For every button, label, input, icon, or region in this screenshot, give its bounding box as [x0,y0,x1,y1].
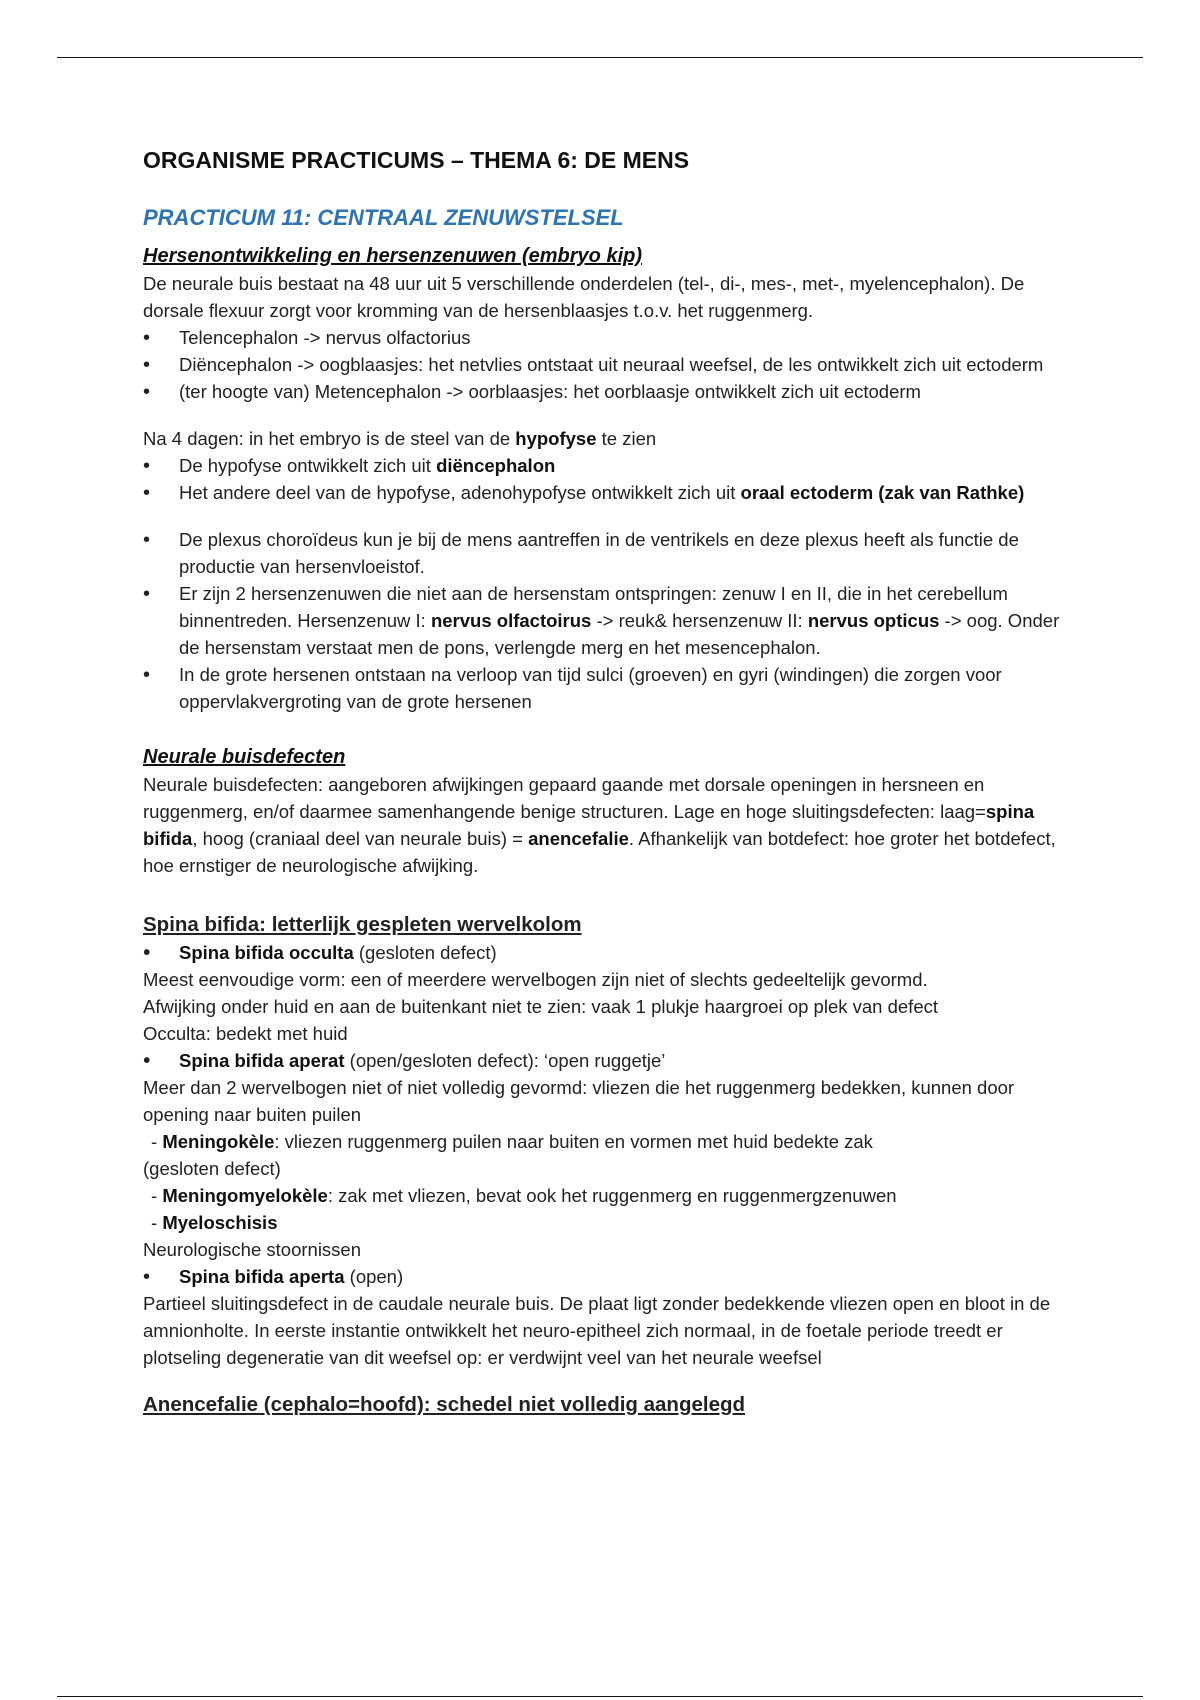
bullet-icon [143,1047,179,1075]
section-heading-neurale-buisdefecten: Neurale buisdefecten [143,746,346,768]
list-item: • Er zijn 2 hersenzenuwen die niet aan de hersenstam ontspringen: zenuw I en II, die in het cerebellum binnentreden. Hersenzenuw I: nervus olfactoirus -> reuk& hersenzenuw II: nervus opticus -> oog. Onder de hersenstam verstaat men de pons, verlengde merg en het mesencephalon. [143,580,1083,661]
bullet-icon [143,378,179,406]
bullet-icon [143,526,179,554]
bullet-icon [143,580,179,608]
list-item: • De plexus choroïdeus kun je bij de mens aantreffen in de ventrikels en deze plexus heeft als functie de productie van hersenvloeistof. [143,526,1083,580]
bullet-icon [143,351,179,379]
item-meningokele: - Meningokèle: vliezen ruggenmerg puilen naar buiten en vormen met huid bedekte zak [151,1131,873,1152]
bullet-icon [143,939,179,967]
list-item: • Telencephalon -> nervus olfactorius [143,324,1083,351]
document-page [143,143,1083,1419]
list-item: • Spina bifida aperat (open/gesloten defect): ‘open ruggetje’ [143,1047,1083,1074]
bullet-icon [143,661,179,689]
bullet-icon [143,324,179,352]
list-item: • Diëncephalon -> oogblaasjes: het netvlies ontstaat uit neuraal weefsel, de les ontwikkelt zich uit ectoderm [143,351,1083,378]
paragraph-meer-dan-2-wervelbogen: Meer dan 2 wervelbogen niet of niet volledig gevormd: vliezen die het ruggenmerg bedekken, kunnen door opening naar buiten puilen [143,1077,1015,1125]
list-item: • Spina bifida occulta (gesloten defect) [143,939,1083,966]
bullet-list-hersenzenuwen [143,526,1083,715]
bullet-list-hersenblaasjes [143,324,1083,405]
list-item: • De hypofyse ontwikkelt zich uit diëncephalon [143,452,1083,479]
list-item: • In de grote hersenen ontstaan na verloop van tijd sulci (groeven) en gyri (windingen) die zorgen voor oppervlakvergroting van de grote hersenen [143,661,1083,715]
bullet-icon [143,452,179,480]
header-rule [57,57,1143,58]
practicum-heading: PRACTICUM 11: CENTRAAL ZENUWSTELSEL [143,205,624,230]
paragraph-neurale-buis: De neurale buis bestaat na 48 uur uit 5 verschillende onderdelen (tel-, di-, mes-, met-, myelencephalon). De dorsale flexuur zorgt voor kromming van de hersenblaasjes t.o.v. het ruggenmerg. [143,273,1025,321]
list-item: • Het andere deel van de hypofyse, adenohypofyse ontwikkelt zich uit oraal ectoderm (zak van Rathke) [143,479,1083,506]
paragraph-partieel-sluitingsdefect: Partieel sluitingsdefect in de caudale neurale buis. De plaat ligt zonder bedekkende vliezen open en bloot in de amnionholte. In eerste instantie ontwikkelt het neuro-epitheel zich normaal, in de foetale periode treedt er plotseling degeneratie van dit weefsel op: er verdwijnt veel van het neurale weefsel [143,1293,1051,1368]
paragraph-neurale-buisdefecten: Neurale buisdefecten: aangeboren afwijkingen gepaard gaande met dorsale openingen in hersneen en ruggenmerg, en/of daarmee samenhangende benige structuren. Lage en hoge sluitingsdefecten: laag=spina bifida, hoog (craniaal deel van neurale buis) = anencefalie. Afhankelijk van botdefect: hoe groter het botdefect, hoe ernstiger de neurologische afwijking. [143,774,1056,876]
list-item: • (ter hoogte van) Metencephalon -> oorblaasjes: het oorblaasje ontwikkelt zich uit ectoderm [143,378,1083,405]
paragraph-gesloten-defect: (gesloten defect) [143,1158,281,1179]
paragraph-meest-eenvoudige-vorm: Meest eenvoudige vorm: een of meerdere wervelbogen zijn niet of slechts gedeeltelijk gevormd. [143,969,928,990]
bullet-list-aperta [143,1263,1083,1290]
paragraph-afwijking-onder-huid: Afwijking onder huid en aan de buitenkant niet te zien: vaak 1 plukje haargroei op plek van defect [143,996,939,1017]
bullet-list-aperat [143,1047,1083,1074]
paragraph-na-4-dagen: Na 4 dagen: in het embryo is de steel van de hypofyse te zien [143,428,657,449]
document-title: ORGANISME PRACTICUMS – THEMA 6: DE MENS [143,147,690,173]
bullet-icon [143,1263,179,1291]
section-heading-hersenontwikkeling: Hersenontwikkeling en hersenzenuwen (embryo kip) [143,245,643,267]
bullet-icon [143,479,179,507]
footer-rule [57,1696,1143,1697]
item-meningomyelokele: - Meningomyelokèle: zak met vliezen, bevat ook het ruggenmerg en ruggenmergzenuwen [151,1185,897,1206]
bullet-list-occulta [143,939,1083,966]
paragraph-occulta: Occulta: bedekt met huid [143,1023,348,1044]
subheading-anencefalie: Anencefalie (cephalo=hoofd): schedel niet volledig aangelegd [143,1393,746,1416]
item-myeloschisis: - Myeloschisis [151,1212,278,1233]
paragraph-neurologische-stoornissen: Neurologische stoornissen [143,1239,362,1260]
list-item: • Spina bifida aperta (open) [143,1263,1083,1290]
bullet-list-hypofyse [143,452,1083,506]
subheading-spina-bifida: Spina bifida: letterlijk gespleten wervelkolom [143,913,582,936]
